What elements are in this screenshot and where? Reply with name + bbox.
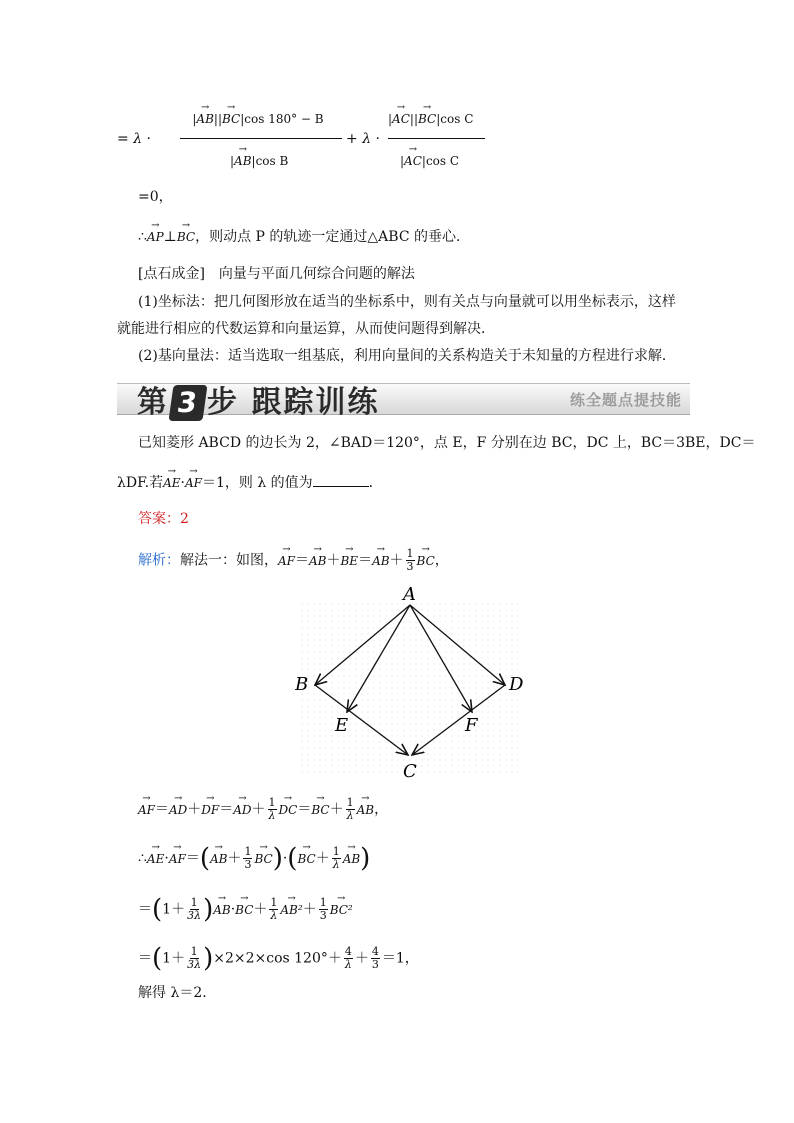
figure-grid: [300, 600, 520, 775]
tips-p2: (2)基向量法：适当选取一组基底，利用向量间的关系构造关于未知量的方程进行求解．: [138, 348, 676, 364]
problem-line1: 已知菱形 ABCD 的边长为 2，∠BAD＝120°，点 E，F 分别在边 BC，DC 上，BC＝3BE，DC＝: [138, 435, 756, 451]
label-e: E: [335, 715, 349, 736]
tips-p1-line2: 就能进行相应的代数运算和向量运算，从而使问题得到解决．: [117, 321, 495, 337]
derivation-line2: ∴→ AE·→ AF＝(→ AB＋ $\frac{1}{3}$ → BC)·(→ BC＋ $\frac{1}{\lambda}$ → AB): [138, 846, 370, 871]
section-banner: [117, 377, 690, 421]
fraction-2-den: |→ AC|cos C: [400, 150, 459, 172]
fraction-1: |→ AB||→ BC|cos 180° − B: [178, 108, 338, 130]
answer-line: 答案：2: [138, 511, 189, 527]
label-c: C: [403, 761, 417, 780]
fraction-bar-1: [180, 138, 342, 139]
equals-zero: =0，: [138, 189, 173, 205]
answer-blank: [313, 473, 369, 487]
derivation-line3: ＝(1＋ $\frac{1}{3\lambda}$ )→ AB·→ BC＋ $\frac{1}{\lambda}$ → AB²＋ $\frac{1}{3}$ → BC²: [138, 897, 353, 922]
fraction-2-num: |→ AC||→ BC|cos C: [388, 108, 473, 130]
problem-line2: λDF.若→ AE·→ AF＝1，则 λ 的值为 ．: [117, 472, 383, 494]
fraction-1-den: |→ AB|cos B: [230, 150, 288, 172]
rhombus-figure: [295, 585, 525, 780]
derivation-line4: ＝(1＋ $\frac{1}{3\lambda}$ )×2×2×cos 120°＋ $\frac{4}{\lambda}$ ＋ $\frac{4}{3}$ ＝1，: [138, 943, 419, 974]
equation-lhs-eq: = λ ·: [117, 131, 151, 147]
derivation-line1: → AF＝→ AD＋→ DF＝→ AD＋ $\frac{1}{\lambda}$ → DC＝→ BC＋ $\frac{1}{\lambda}$ → AB，: [138, 797, 388, 822]
analysis-line: 解析：解法一：如图，→ AF＝→ AB＋→ BE＝→ AB＋ $\frac{1}{3}$ → BC，: [138, 548, 449, 573]
label-a: A: [403, 585, 416, 605]
banner-subtitle: 练全题点提技能: [569, 391, 682, 409]
tips-title: [点石成金] 向量与平面几何综合问题的解法: [138, 266, 415, 282]
tips-p1-line1: (1)坐标法：把几何图形放在适当的坐标系中，则有关点与向量就可以用坐标表示，这样: [138, 294, 676, 310]
label-f: F: [465, 715, 478, 736]
plus-lambda: + λ ·: [346, 131, 380, 147]
conclusion-line: ∴→ AP⊥→ BC，则动点 P 的轨迹一定通过△ABC 的垂心．: [138, 226, 470, 248]
derivation-line5: 解得 λ＝2.: [138, 985, 207, 1001]
label-d: D: [509, 674, 524, 695]
label-b: B: [295, 674, 309, 695]
fraction-bar-2: [388, 138, 485, 139]
banner-title: 第 3 步 跟踪训练: [137, 385, 380, 420]
